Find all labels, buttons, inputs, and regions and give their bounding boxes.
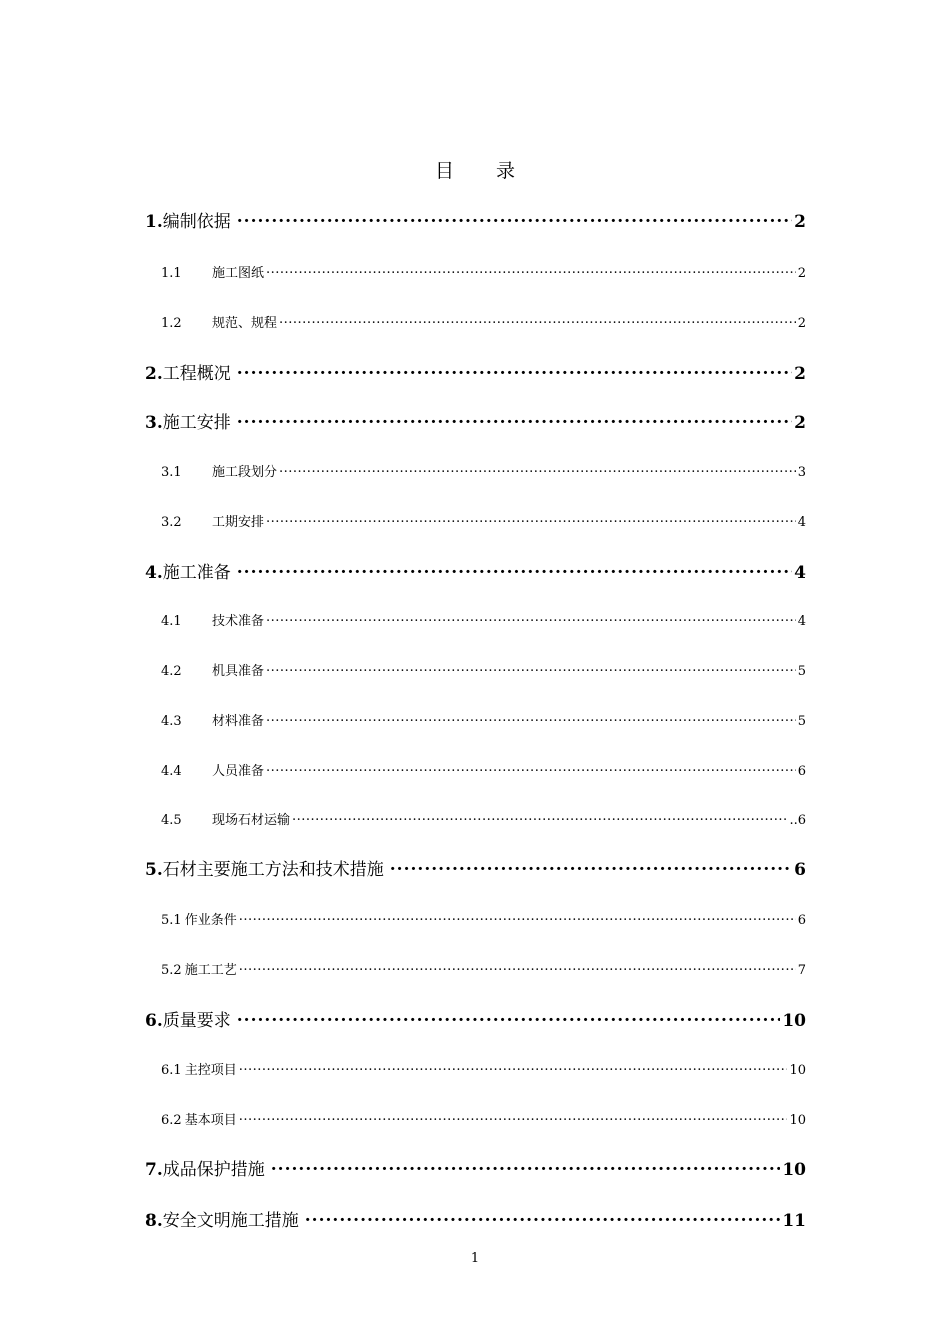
toc-entry-page-number: 2 [797,316,806,331]
toc-dot-leader [266,712,796,725]
toc-entry-number: 4.3 [161,714,182,729]
toc-entry-number: 1.1 [161,266,182,281]
toc-section-entry[interactable] [145,1206,806,1231]
toc-entry-number: 5.1 [161,913,182,928]
toc-entry-page-number: 10 [782,1160,806,1180]
toc-dot-leader [271,1158,781,1175]
toc-entry-label: 主控项目 [184,1063,237,1078]
toc-entry-label: 材料准备 [212,714,265,729]
toc-entry-number: 6.1 [161,1063,182,1078]
toc-entry-page-number: 4 [797,515,806,530]
toc-entry-label: 施工工艺 [184,963,237,978]
toc-entry-page-number: 2 [797,266,806,281]
toc-entry-page-number: 7 [797,963,806,978]
toc-entry-number: 7. [145,1160,163,1180]
toc-subsection-entry[interactable] [161,710,806,729]
toc-section-entry[interactable] [145,558,806,583]
toc-entry-page-number: 6 [794,860,806,880]
toc-subsection-entry[interactable] [161,511,806,530]
toc-dot-leader [237,210,792,227]
toc-dot-leader [237,362,792,379]
toc-subsection-entry[interactable] [161,909,806,928]
toc-entry-label: 施工安排 [162,413,231,433]
toc-subsection-entry[interactable] [161,1109,806,1128]
toc-entry-number: 4.2 [161,664,182,679]
toc-entry-number: 3.2 [161,515,182,530]
toc-dot-leader [239,1111,788,1124]
toc-section-entry[interactable] [145,408,806,433]
toc-entry-number: 4.4 [161,764,182,779]
toc-entry-label: 规范、规程 [212,316,278,331]
toc-entry-label: 技术准备 [212,614,265,629]
toc-dot-leader [279,463,796,476]
toc-entry-page-number: 10 [782,1011,806,1031]
toc-entry-label: 现场石材运输 [212,813,291,828]
toc-entry-page-number: 11 [782,1211,806,1231]
toc-entry-page-number: 4 [794,563,806,583]
toc-subsection-entry[interactable] [161,660,806,679]
toc-dot-leader [239,911,796,924]
toc-entry-label: 工期安排 [212,515,265,530]
toc-entry-label: 施工图纸 [212,266,265,281]
toc-subsection-entry[interactable] [161,1059,806,1078]
toc-subsection-entry[interactable] [161,262,806,281]
toc-entry-label: 人员准备 [212,764,265,779]
toc-section-entry[interactable] [145,1155,806,1180]
toc-entry-page-number: ..6 [789,813,806,828]
toc-entry-number: 4. [145,563,163,583]
toc-dot-leader [305,1209,781,1226]
toc-entry-number: 6.2 [161,1113,182,1128]
toc-dot-leader [266,264,796,277]
toc-entry-label: 成品保护措施 [162,1160,265,1180]
toc-entry-number: 5. [145,860,163,880]
toc-entry-page-number: 10 [789,1063,806,1078]
toc-dot-leader [239,1061,788,1074]
toc-dot-leader [292,811,787,824]
toc-title: 目 录 [434,160,534,182]
toc-entry-number: 4.1 [161,614,182,629]
toc-dot-leader [266,612,796,625]
toc-subsection-entry[interactable] [161,809,806,828]
toc-entry-label: 基本项目 [184,1113,237,1128]
toc-entry-label: 编制依据 [162,212,231,232]
toc-entry-number: 2. [145,364,163,384]
toc-entry-label: 施工准备 [162,563,231,583]
toc-entry-number: 1.2 [161,316,182,331]
toc-entry-page-number: 2 [794,364,806,384]
toc-entry-number: 5.2 [161,963,182,978]
toc-dot-leader [237,1009,781,1026]
toc-dot-leader [239,961,796,974]
toc-subsection-entry[interactable] [161,312,806,331]
toc-dot-leader [237,561,792,578]
toc-entry-page-number: 10 [789,1113,806,1128]
toc-section-entry[interactable] [145,359,806,384]
toc-subsection-entry[interactable] [161,610,806,629]
toc-entry-label: 质量要求 [162,1011,231,1031]
toc-dot-leader [266,662,796,675]
toc-subsection-entry[interactable] [161,461,806,480]
toc-entry-number: 6. [145,1011,163,1031]
toc-subsection-entry[interactable] [161,959,806,978]
toc-entry-number: 3.1 [161,465,182,480]
toc-entry-label: 石材主要施工方法和技术措施 [162,860,384,880]
toc-entry-number: 3. [145,413,163,433]
toc-entry-label: 安全文明施工措施 [162,1211,299,1231]
toc-entry-page-number: 6 [797,764,806,779]
toc-entry-page-number: 6 [797,913,806,928]
toc-section-entry[interactable] [145,855,806,880]
toc-entry-number: 4.5 [161,813,182,828]
toc-entry-number: 1. [145,212,163,232]
toc-dot-leader [390,858,792,875]
toc-entry-page-number: 2 [794,413,806,433]
toc-section-entry[interactable] [145,207,806,232]
toc-dot-leader [266,513,796,526]
toc-entry-number: 8. [145,1211,163,1231]
toc-entry-label: 工程概况 [162,364,231,384]
toc-entry-page-number: 5 [797,714,806,729]
toc-entry-label: 作业条件 [184,913,237,928]
toc-entry-page-number: 2 [794,212,806,232]
toc-dot-leader [237,411,792,428]
toc-entry-page-number: 4 [797,614,806,629]
toc-subsection-entry[interactable] [161,760,806,779]
toc-entry-page-number: 5 [797,664,806,679]
toc-section-entry[interactable] [145,1006,806,1031]
toc-entry-page-number: 3 [797,465,806,480]
toc-entry-label: 施工段划分 [212,465,278,480]
toc-entry-label: 机具准备 [212,664,265,679]
page-number: 1 [470,1251,480,1266]
toc-dot-leader [266,762,796,775]
toc-dot-leader [279,314,796,327]
